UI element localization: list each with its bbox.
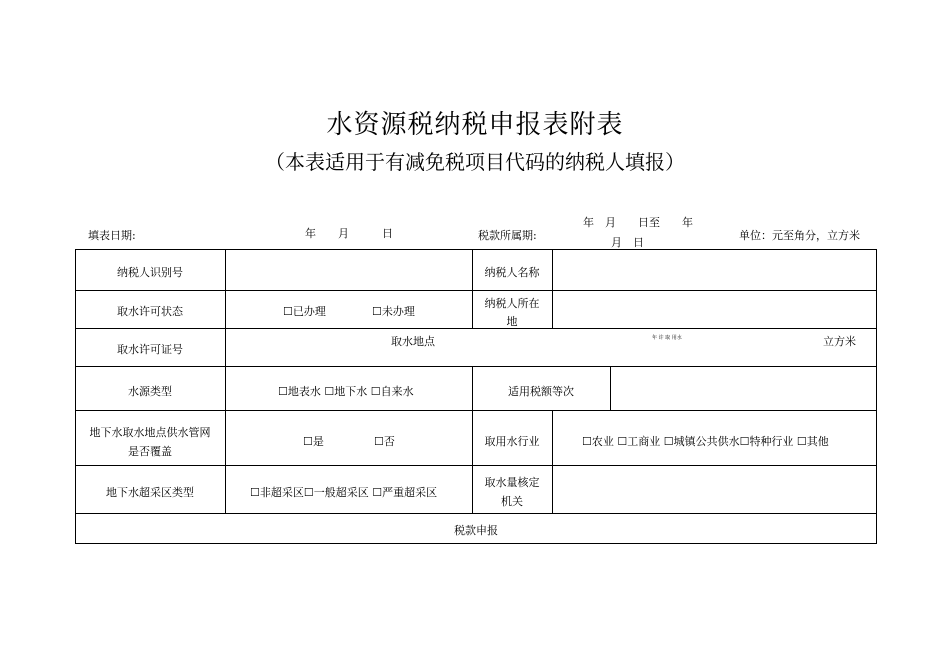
overexploit-label: 地下水超采区类型 (106, 486, 194, 499)
tax-grade-label: 适用税额等次 (508, 385, 574, 398)
verify-org-label-2: 机关 (501, 495, 523, 508)
fill-date-label: 填表日期: (88, 229, 136, 242)
row-divider (75, 410, 877, 411)
taxpayer-location-label-2: 地 (506, 315, 518, 328)
permit-status-label: 取水许可状态 (117, 305, 183, 318)
industry-options[interactable]: ☐农业 ☐工商业 ☐城镇公共供水☐特种行业 ☐其他 (582, 435, 829, 448)
unit-label: 单位：元至角分，立方米 (739, 229, 860, 242)
permit-no-field[interactable] (226, 329, 876, 366)
tax-grade-field[interactable] (611, 367, 876, 410)
pipe-yes-checkbox[interactable]: ☐是 (303, 435, 324, 448)
cubic-meter-unit: 立方米 (823, 335, 856, 348)
fill-date-ymd: 年 月 日 (305, 227, 393, 240)
verify-org-field[interactable] (553, 466, 876, 513)
tax-period-line1: 年 月 日至 年 (583, 216, 693, 229)
table-border-bottom (75, 543, 877, 544)
taxpayer-id-field[interactable] (226, 250, 472, 290)
permit-done-checkbox[interactable]: ☐已办理 (283, 305, 326, 318)
taxpayer-name-label: 纳税人名称 (484, 266, 540, 279)
tax-declaration-header: 税款申报 (454, 524, 498, 537)
tax-period-line2: 月 日 (611, 236, 644, 249)
form-title: 水资源税纳税申报表附表 (326, 110, 624, 140)
taxpayer-name-field[interactable] (553, 250, 876, 290)
intake-location-label: 取水地点 (391, 335, 435, 348)
form-subtitle: （本表适用于有减免税项目代码的纳税人填报） (265, 150, 685, 174)
pipe-cover-label-1: 地下水取水地点供水管网 (89, 426, 211, 439)
row-divider (75, 513, 877, 514)
pipe-no-checkbox[interactable]: ☐否 (374, 435, 395, 448)
table-border-right (876, 249, 877, 544)
pipe-cover-label-2: 是否覆盖 (128, 445, 172, 458)
taxpayer-location-field[interactable] (553, 291, 876, 328)
tax-period-label: 税款所属期: (478, 229, 537, 242)
permit-not-done-checkbox[interactable]: ☐未办理 (372, 305, 415, 318)
taxpayer-location-label-1: 纳税人所在 (484, 297, 540, 310)
water-source-options[interactable]: ☐地表水 ☐地下水 ☐自来水 (278, 385, 414, 398)
overexploit-options[interactable]: ☐非超采区☐一般超采区 ☐严重超采区 (250, 486, 438, 499)
verify-org-label-1: 取水量核定 (484, 476, 540, 489)
permit-no-label: 取水许可证号 (117, 343, 183, 356)
water-source-label: 水源类型 (128, 385, 172, 398)
tiny-note: 年 许 取 用水 (652, 335, 682, 341)
industry-label: 取用水行业 (484, 435, 540, 448)
taxpayer-id-label: 纳税人识别号 (117, 266, 183, 279)
